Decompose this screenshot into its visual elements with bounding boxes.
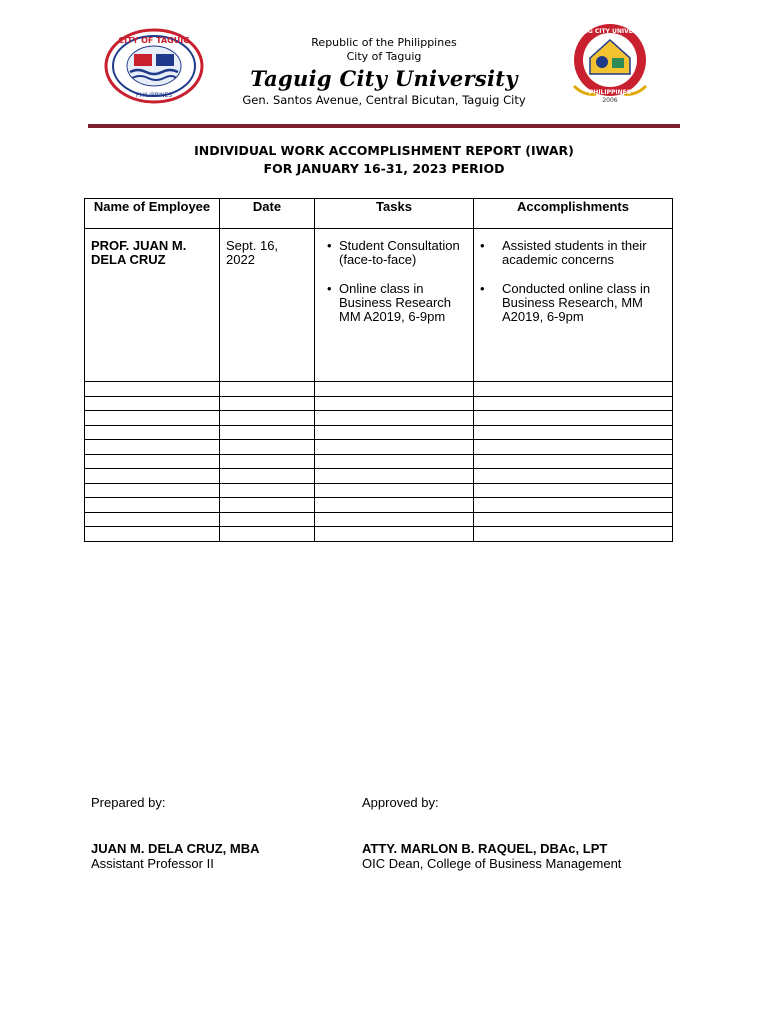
empty-cell bbox=[85, 527, 220, 542]
empty-cell bbox=[474, 425, 673, 440]
empty-cell bbox=[315, 454, 474, 469]
empty-cell bbox=[85, 454, 220, 469]
republic-line: Republic of the Philippines bbox=[311, 36, 457, 49]
taguig-city-university-seal bbox=[560, 22, 660, 104]
employee-name: PROF. JUAN M. DELA CRUZ bbox=[91, 238, 187, 267]
empty-cell bbox=[315, 425, 474, 440]
approved-by-name: ATTY. MARLON B. RAQUEL, DBAc, LPT bbox=[362, 841, 608, 856]
empty-cell bbox=[85, 469, 220, 484]
accomplishment-item: • Assisted students in their academic concerns bbox=[502, 239, 672, 267]
empty-cell bbox=[474, 454, 673, 469]
empty-cell bbox=[315, 498, 474, 513]
city-line: City of Taguig bbox=[346, 50, 422, 63]
accomplishments-list bbox=[474, 239, 672, 324]
empty-table-row bbox=[85, 498, 673, 513]
svg-text:PHILIPPINES: PHILIPPINES bbox=[588, 89, 632, 96]
tasks-cell bbox=[315, 229, 474, 382]
empty-table-row bbox=[85, 425, 673, 440]
prepared-by-position: Assistant Professor II bbox=[91, 856, 214, 871]
approved-by-label: Approved by: bbox=[362, 795, 439, 810]
svg-text:PHILIPPINES: PHILIPPINES bbox=[135, 92, 173, 99]
report-period: FOR JANUARY 16-31, 2023 PERIOD bbox=[263, 161, 505, 176]
empty-cell bbox=[315, 469, 474, 484]
empty-cell bbox=[315, 483, 474, 498]
empty-cell bbox=[474, 382, 673, 397]
empty-cell bbox=[474, 396, 673, 411]
accomplishment-item: • Conducted online class in Business Research, MM A2019, 6-9pm bbox=[502, 282, 672, 324]
university-address: Gen. Santos Avenue, Central Bicutan, Taguig City bbox=[242, 93, 526, 107]
empty-cell bbox=[315, 382, 474, 397]
empty-cell bbox=[220, 440, 315, 455]
empty-cell bbox=[315, 440, 474, 455]
empty-table-row bbox=[85, 483, 673, 498]
approved-by-position: OIC Dean, College of Business Management bbox=[362, 856, 622, 871]
empty-cell bbox=[85, 512, 220, 527]
empty-table-row bbox=[85, 382, 673, 397]
empty-cell bbox=[220, 469, 315, 484]
tasks-list bbox=[315, 239, 473, 324]
empty-table-row bbox=[85, 440, 673, 455]
empty-cell bbox=[315, 527, 474, 542]
empty-table-row bbox=[85, 527, 673, 542]
empty-table-row bbox=[85, 469, 673, 484]
empty-cell bbox=[474, 440, 673, 455]
empty-cell bbox=[474, 469, 673, 484]
empty-cell bbox=[220, 382, 315, 397]
date-cell bbox=[220, 229, 315, 382]
empty-cell bbox=[315, 396, 474, 411]
accomplishment-table bbox=[84, 198, 673, 542]
prepared-by-name: JUAN M. DELA CRUZ, MBA bbox=[91, 841, 260, 856]
empty-cell bbox=[474, 498, 673, 513]
empty-cell bbox=[220, 498, 315, 513]
empty-table-row bbox=[85, 396, 673, 411]
empty-cell bbox=[220, 454, 315, 469]
empty-cell bbox=[220, 396, 315, 411]
svg-text:2006: 2006 bbox=[602, 97, 618, 104]
empty-cell bbox=[85, 425, 220, 440]
empty-cell bbox=[474, 483, 673, 498]
table-row bbox=[85, 229, 673, 382]
empty-cell bbox=[220, 411, 315, 426]
empty-cell bbox=[474, 512, 673, 527]
empty-cell bbox=[85, 411, 220, 426]
accomplishments-cell bbox=[474, 229, 673, 382]
header-name-of-employee: Name of Employee bbox=[85, 199, 220, 229]
svg-text:CITY OF TAGUIG: CITY OF TAGUIG bbox=[118, 36, 190, 45]
empty-cell bbox=[315, 411, 474, 426]
table-header-row bbox=[85, 199, 673, 229]
task-item: • Online class in Business Research MM A2019, 6-9pm bbox=[339, 282, 473, 324]
empty-cell bbox=[85, 440, 220, 455]
empty-cell bbox=[85, 498, 220, 513]
svg-text:TAGUIG CITY UNIVERSITY: TAGUIG CITY UNIVERSITY bbox=[567, 28, 653, 35]
header-date: Date bbox=[220, 199, 315, 229]
university-name: Taguig City University bbox=[250, 66, 518, 91]
empty-table-row bbox=[85, 411, 673, 426]
empty-cell bbox=[85, 396, 220, 411]
report-title: INDIVIDUAL WORK ACCOMPLISHMENT REPORT (IWAR) bbox=[194, 143, 574, 158]
empty-cell bbox=[220, 527, 315, 542]
date-value: Sept. 16, 2022 bbox=[226, 238, 279, 267]
empty-cell bbox=[474, 527, 673, 542]
header-divider bbox=[88, 124, 680, 128]
empty-table-row bbox=[85, 512, 673, 527]
empty-cell bbox=[85, 483, 220, 498]
employee-name-cell bbox=[85, 229, 220, 382]
empty-table-row bbox=[85, 454, 673, 469]
empty-cell bbox=[220, 483, 315, 498]
empty-cell bbox=[220, 512, 315, 527]
empty-cell bbox=[85, 382, 220, 397]
header-tasks: Tasks bbox=[315, 199, 474, 229]
empty-cell bbox=[474, 411, 673, 426]
empty-cell bbox=[315, 512, 474, 527]
empty-cell bbox=[220, 425, 315, 440]
task-item: • Student Consultation (face-to-face) bbox=[339, 239, 473, 267]
prepared-by-label: Prepared by: bbox=[91, 795, 166, 810]
header-accomplishments: Accomplishments bbox=[474, 199, 673, 229]
